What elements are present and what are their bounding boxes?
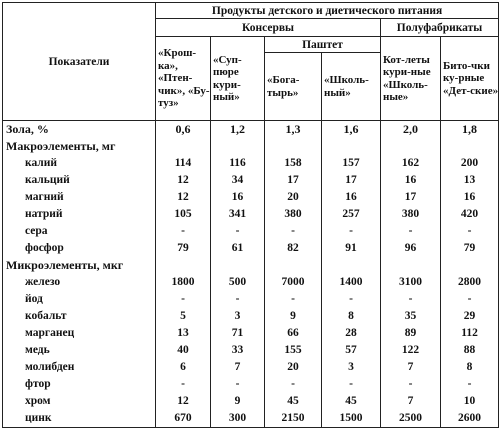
table-cell	[322, 138, 381, 155]
table-cell: -	[381, 223, 441, 240]
table-row	[3, 359, 499, 376]
table-cell: 33	[211, 342, 265, 359]
table-cell: 3	[211, 308, 265, 325]
table-cell	[156, 257, 211, 274]
row-label: Макроэлементы, мг	[3, 138, 156, 155]
row-label: калий	[3, 155, 156, 172]
table-cell: -	[265, 291, 322, 308]
canned-header: Консервы	[156, 19, 381, 37]
table-cell: 16	[381, 172, 441, 189]
table-cell: 17	[265, 172, 322, 189]
table-cell: 9	[265, 308, 322, 325]
table-row	[3, 393, 499, 410]
table-cell: 45	[322, 393, 381, 410]
row-label: йод	[3, 291, 156, 308]
table-cell: 200	[441, 155, 499, 172]
table-cell: -	[322, 223, 381, 240]
column-header-3: «Бога-тырь»	[265, 53, 322, 121]
table-cell: 29	[441, 308, 499, 325]
column-header-2: «Суп-пюре кури-ный»	[211, 37, 265, 121]
table-row	[3, 291, 499, 308]
table-cell: 57	[322, 342, 381, 359]
table-cell: -	[441, 223, 499, 240]
table-cell: 7	[381, 359, 441, 376]
row-label: кальций	[3, 172, 156, 189]
table-row	[3, 410, 499, 428]
table-cell: 9	[211, 393, 265, 410]
row-label: Микроэлементы, мкг	[3, 257, 156, 274]
table-cell: 20	[265, 189, 322, 206]
table-cell	[265, 257, 322, 274]
table-cell: 157	[322, 155, 381, 172]
group-main-header: Продукты детского и диетического питания	[156, 3, 499, 19]
table-row	[3, 376, 499, 393]
table-cell: 6	[156, 359, 211, 376]
table-cell: 158	[265, 155, 322, 172]
table-row	[3, 172, 499, 189]
row-label: Зола, %	[3, 121, 156, 139]
table-cell: 1,2	[211, 121, 265, 139]
table-cell: -	[441, 376, 499, 393]
table-cell: 500	[211, 274, 265, 291]
table-row	[3, 155, 499, 172]
table-cell: 40	[156, 342, 211, 359]
table-row	[3, 342, 499, 359]
row-label: медь	[3, 342, 156, 359]
table-cell: -	[156, 291, 211, 308]
table-row	[3, 138, 499, 155]
column-header-6: Бито-чки ку-рные «Дет-ские»	[441, 37, 499, 121]
table-row	[3, 206, 499, 223]
table-cell: 45	[265, 393, 322, 410]
table-cell: 91	[322, 240, 381, 257]
table-cell: 12	[156, 393, 211, 410]
table-cell: -	[441, 291, 499, 308]
row-label: сера	[3, 223, 156, 240]
table-cell	[322, 257, 381, 274]
indicators-header: Показатели	[3, 3, 156, 121]
table-cell: 2800	[441, 274, 499, 291]
table-cell: 112	[441, 325, 499, 342]
table-cell: 257	[322, 206, 381, 223]
table-row	[3, 325, 499, 342]
table-cell: 162	[381, 155, 441, 172]
table-cell: 10	[441, 393, 499, 410]
semi-finished-header: Полуфабрикаты	[381, 19, 499, 37]
table-cell: 13	[441, 172, 499, 189]
table-cell: 79	[156, 240, 211, 257]
table-cell: 3100	[381, 274, 441, 291]
table-cell: 1,8	[441, 121, 499, 139]
table-cell: 7000	[265, 274, 322, 291]
row-label: кобальт	[3, 308, 156, 325]
table-row	[3, 240, 499, 257]
table-cell: 7	[381, 393, 441, 410]
table-cell: 35	[381, 308, 441, 325]
table-cell: 1,3	[265, 121, 322, 139]
table-cell: 28	[322, 325, 381, 342]
table-cell: 341	[211, 206, 265, 223]
table-cell: 122	[381, 342, 441, 359]
table-row	[3, 223, 499, 240]
table-cell: 2600	[441, 410, 499, 428]
table-cell: 16	[211, 189, 265, 206]
table-cell: 300	[211, 410, 265, 428]
row-label: хром	[3, 393, 156, 410]
table-cell	[381, 257, 441, 274]
table-body	[3, 121, 499, 428]
table-cell: 71	[211, 325, 265, 342]
column-header-4: «Школь-ный»	[322, 53, 381, 121]
table-cell: 114	[156, 155, 211, 172]
table-cell: 420	[441, 206, 499, 223]
column-header-5: Кот-леты кури-ные «Школь-ные»	[381, 37, 441, 121]
table-cell	[441, 257, 499, 274]
table-cell	[211, 257, 265, 274]
table-cell: -	[381, 376, 441, 393]
table-cell: 5	[156, 308, 211, 325]
row-label: натрий	[3, 206, 156, 223]
row-label: фосфор	[3, 240, 156, 257]
table-cell: 380	[381, 206, 441, 223]
table-cell: 20	[265, 359, 322, 376]
table-cell: 380	[265, 206, 322, 223]
table-cell	[265, 138, 322, 155]
table-cell: 89	[381, 325, 441, 342]
nutrition-table	[2, 2, 499, 428]
table-cell: 88	[441, 342, 499, 359]
table-wrapper	[2, 2, 499, 424]
table-cell: 17	[381, 189, 441, 206]
table-cell: 2,0	[381, 121, 441, 139]
table-row	[3, 189, 499, 206]
table-cell: 8	[441, 359, 499, 376]
table-cell	[381, 138, 441, 155]
table-row	[3, 121, 499, 139]
table-cell: 3	[322, 359, 381, 376]
row-label: магний	[3, 189, 156, 206]
table-cell	[156, 138, 211, 155]
table-cell: 155	[265, 342, 322, 359]
table-cell: 16	[322, 189, 381, 206]
table-cell: 1500	[322, 410, 381, 428]
table-cell: 8	[322, 308, 381, 325]
row-label: цинк	[3, 410, 156, 428]
table-cell: 7	[211, 359, 265, 376]
table-cell: 1800	[156, 274, 211, 291]
pate-header: Паштет	[265, 37, 381, 53]
table-header	[3, 3, 499, 121]
table-cell: 79	[441, 240, 499, 257]
table-cell: -	[156, 376, 211, 393]
table-cell: 12	[156, 189, 211, 206]
row-label: марганец	[3, 325, 156, 342]
table-cell: 13	[156, 325, 211, 342]
table-cell: -	[322, 376, 381, 393]
table-cell: 34	[211, 172, 265, 189]
table-cell	[441, 138, 499, 155]
table-cell: 1,6	[322, 121, 381, 139]
table-cell: -	[381, 291, 441, 308]
table-cell: 66	[265, 325, 322, 342]
table-cell: -	[211, 291, 265, 308]
table-cell: -	[265, 376, 322, 393]
table-cell: 82	[265, 240, 322, 257]
table-cell: 116	[211, 155, 265, 172]
table-cell: -	[211, 223, 265, 240]
table-cell: 17	[322, 172, 381, 189]
column-header-1: «Крош-ка», «Птен-чик», «Бу-туз»	[156, 37, 211, 121]
table-cell: 670	[156, 410, 211, 428]
row-label: железо	[3, 274, 156, 291]
table-row	[3, 308, 499, 325]
table-cell: -	[265, 223, 322, 240]
table-row	[3, 257, 499, 274]
table-cell: -	[322, 291, 381, 308]
table-cell	[211, 138, 265, 155]
table-cell: 12	[156, 172, 211, 189]
table-cell: -	[156, 223, 211, 240]
table-cell: 2150	[265, 410, 322, 428]
row-label: фтор	[3, 376, 156, 393]
table-cell: 61	[211, 240, 265, 257]
table-cell: 105	[156, 206, 211, 223]
table-row	[3, 274, 499, 291]
table-cell: 16	[441, 189, 499, 206]
table-cell: -	[211, 376, 265, 393]
table-cell: 1400	[322, 274, 381, 291]
table-cell: 96	[381, 240, 441, 257]
row-label: молибден	[3, 359, 156, 376]
table-cell: 0,6	[156, 121, 211, 139]
table-cell: 2500	[381, 410, 441, 428]
